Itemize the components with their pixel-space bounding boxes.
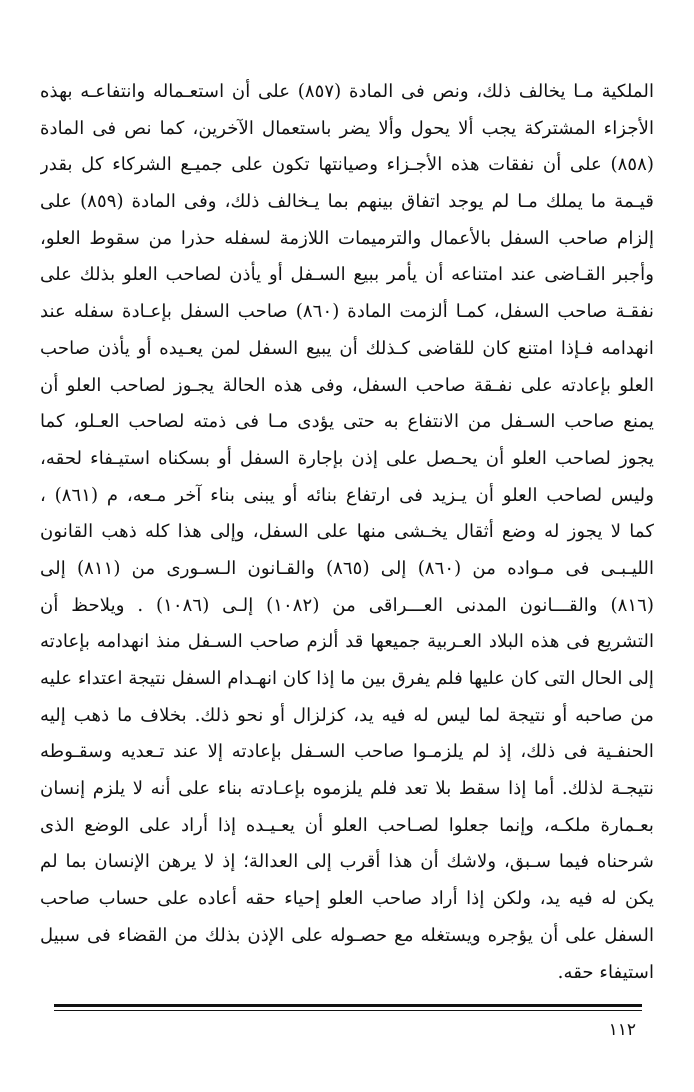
page-number: ١١٢ xyxy=(608,1020,636,1040)
footer-rule-thin xyxy=(54,1010,642,1011)
text-line: يمنع صاحب السـفل من الانتفاع به حتى يؤدى مـا فى ذمته لصاحب العـلو، كما xyxy=(40,411,654,433)
text-line: الليـبـى فى مـواده من (٨٦٠) إلى (٨٦٥) والقـانون الـسـورى من (٨١١) إلى xyxy=(40,557,654,579)
text-line: نتيجـة لذلك. أما إذا سقط بلا تعد فلم يلزموه بإعـادته بناء على أنه لا يلزم إنسان xyxy=(40,778,654,800)
text-line: (٨١٦) والقـــانون المدنى العـــراقى من (١٠٨٢) إلـى (١٠٨٦) . ويلاحظ أن xyxy=(40,594,654,616)
text-line: إلزام صاحب السفل بالأعمال والترميمات اللازمة لسفله حذرا من سقوط العلو، xyxy=(40,227,654,249)
text-line: الملكية مـا يخالف ذلك، ونص فى المادة (٨٥٧) على أن استعـماله وانتفاعـه بهذه xyxy=(40,81,654,102)
body-text xyxy=(40,74,654,991)
text-line: يكن له فيه يد، ولكن إذا أراد صاحب العلو إحياء حقه أعاده على حساب صاحب xyxy=(40,888,654,910)
text-line: كما لا يجوز له وضع أثقال يخـشى منها على السفل، وإلى هذا كله ذهب القانون xyxy=(40,521,654,543)
text-line-last: استيفاء حقه. xyxy=(557,961,654,983)
text-line: نفقـة صاحب السفل، كمـا ألزمت المادة (٨٦٠) صاحب السفل بإعـادة سفله عند xyxy=(40,301,654,323)
text-line: يجوز لصاحب العلو أن يحـصل على إذن بإجارة السفل أو بسكناه استيـفاء لحقه، xyxy=(40,447,654,469)
text-line: الحنفـية فى ذلك، إذ لم يلزمـوا صاحب السـفل بإعادته إلا عند تـعديه وسقـوطه xyxy=(40,741,654,763)
text-line: العلو بإعادته على نفـقة صاحب السفل، وفى هذه الحالة يجـوز لصاحب العلو أن xyxy=(40,374,654,396)
text-line: إلى الحال التى كان عليها فلم يفرق بين ما إذا كان انهـدام السفل نتيجة اعتداء عليه xyxy=(40,668,654,689)
text-line: وليس لصاحب العلو أن يـزيد فى ارتفاع بنائه أو يبنى بناء آخر مـعه، م (٨٦١) ، xyxy=(40,484,654,506)
text-line: بعـمارة ملكـه، وإنما جعلوا لصـاحب العلو أن يعـيـده إذا أراد على الوضع الذى xyxy=(40,814,654,836)
text-line: (٨٥٨) على أن نفقات هذه الأجـزاء وصيانتها تكون على جميـع الشركاء كل بقدر xyxy=(40,154,654,176)
text-line: التشريع فى هذه البلاد العـربية جميعها قد ألزم صاحب السـفل منذ انهدامه بإعادته xyxy=(40,631,654,653)
text-line: شرحناه فيما سـبق، ولاشك أن هذا أقرب إلى العدالة؛ إذ لا يرهن الإنسان بما لم xyxy=(40,851,654,873)
footer-rule-thick xyxy=(54,1004,642,1007)
text-line: السفل على أن يؤجره ويستغله مع حصـوله على الإذن بذلك من القضاء فى سبيل xyxy=(40,924,654,946)
text-line: قيـمة ما يملك مـا لم يوجد اتفاق بينهم بما يـخالف ذلك، وفى المادة (٨٥٩) على xyxy=(40,191,654,213)
text-line: من صاحبه أو نتيجة لما ليس له فيه يد، كزلزال أو نحو ذلك. بخلاف ما ذهب إليه xyxy=(40,704,654,726)
text-line: انهدامه فـإذا امتنع كان للقاضى كـذلك أن يبيع السفل لمن يعـيده أو يأذن صاحب xyxy=(40,337,654,359)
text-line: الأجزاء المشتركة يجب ألا يحول وألا يضر باستعمال الآخرين، كما نص فى المادة xyxy=(40,117,654,139)
text-line: وأجبر القـاضى عند امتناعه أن يأمر ببيع السـفل أو يأذن لصاحب العلو بذلك على xyxy=(40,264,654,286)
